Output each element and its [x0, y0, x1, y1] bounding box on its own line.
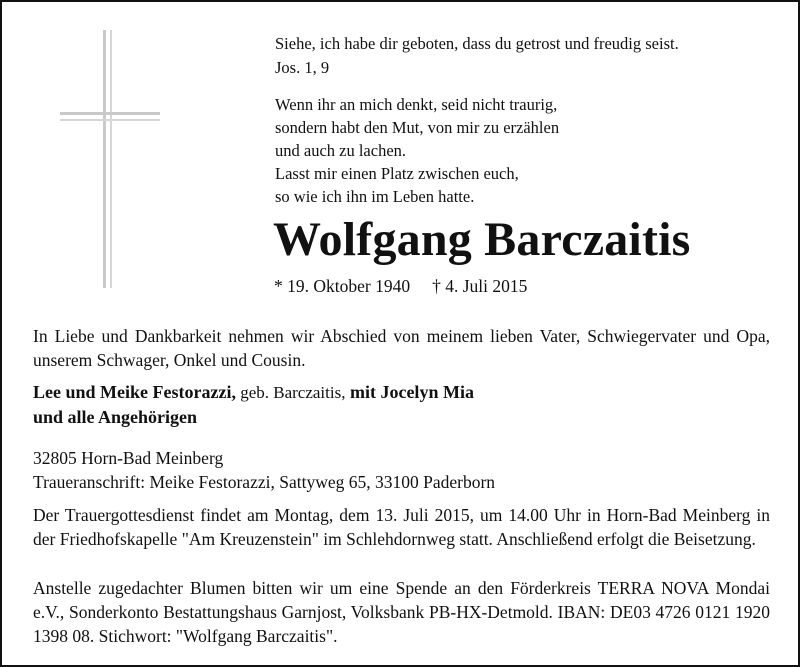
life-dates [274, 276, 527, 297]
mourners [33, 380, 770, 429]
mourner-names: Lee und Meike Festorazzi, [33, 382, 236, 402]
farewell-text: In Liebe und Dankbarkeit nehmen wir Abschied von meinem lieben Vater, Schwiegervater und Opa, unserem Schwager, Onkel und Cousin. [33, 326, 770, 370]
cross-icon [60, 30, 160, 288]
bible-verse: Siehe, ich habe dir geboten, dass du getrost und freudig seist. [275, 34, 679, 53]
maiden-name: geb. Barczaitis, [235, 383, 346, 402]
relatives: und alle Angehörigen [33, 407, 198, 427]
poem-line: Wenn ihr an mich denkt, seid nicht traurig, [275, 95, 558, 114]
deceased-name: Wolfgang Barczaitis [273, 213, 691, 266]
mourner-grandchild: mit Jocelyn Mia [345, 382, 474, 402]
mourners-line-1 [33, 380, 770, 405]
poem [275, 93, 559, 208]
poem-line: sondern habt den Mut, von mir zu erzählen [275, 118, 560, 137]
town: 32805 Horn-Bad Meinberg [33, 448, 224, 468]
bible-verse-reference: Jos. 1, 9 [275, 58, 330, 77]
birth-date: * 19. Oktober 1940 [274, 276, 411, 296]
address-block [33, 446, 770, 494]
donation-info: Anstelle zugedachter Blumen bitten wir um eine Spende an den Förderkreis TERRA NOVA Mondai e.V., Sonderkonto Bestattungshaus Garnjost, Volksbank PB-HX-Detmold. IBAN: DE03 4726 0121 1920 1398 08. Stichwort: "Wolfgang Barczaitis". [33, 578, 770, 646]
death-date: † 4. Juli 2015 [432, 276, 528, 296]
poem-line: Lasst mir einen Platz zwischen euch, [275, 164, 519, 183]
poem-line: und auch zu lachen. [275, 141, 407, 160]
poem-line: so wie ich ihn im Leben hatte. [275, 187, 475, 206]
mourning-address: Traueranschrift: Meike Festorazzi, Sattyweg 65, 33100 Paderborn [33, 472, 496, 492]
funeral-service-info: Der Trauergottesdienst findet am Montag, dem 13. Juli 2015, um 14.00 Uhr in Horn-Bad Meinberg in der Friedhofskapelle "Am Kreuzenstein" im Schlehdornweg statt. Anschließend erfolgt die Beisetzung. [33, 505, 770, 549]
